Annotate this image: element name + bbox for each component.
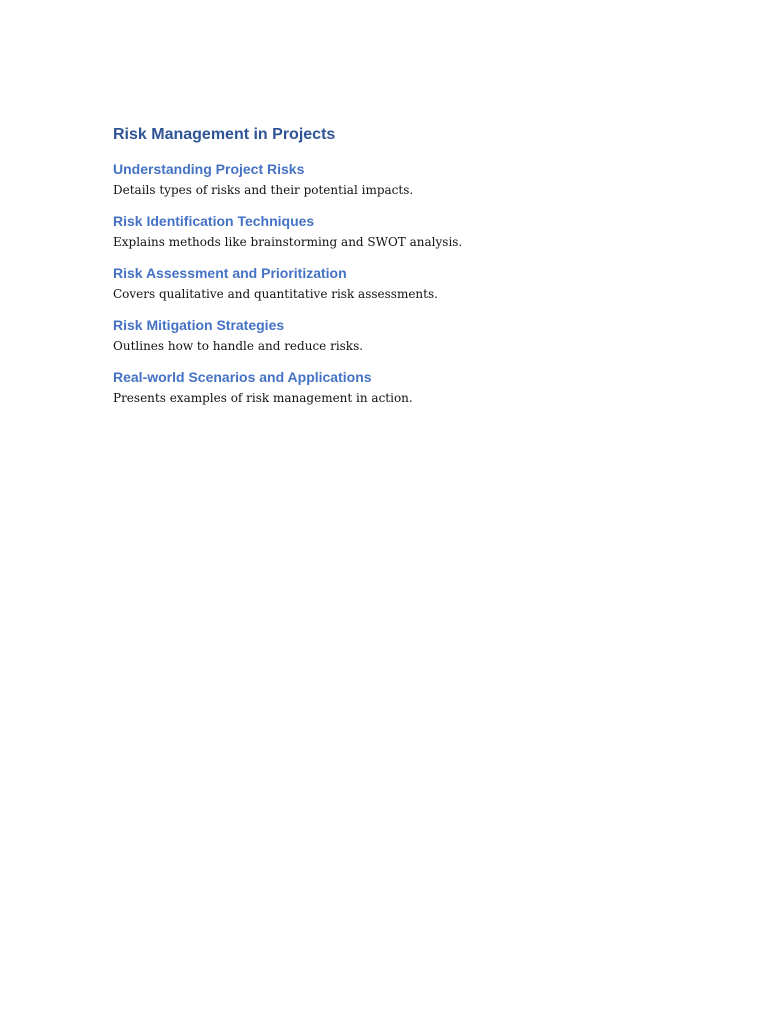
- section-risk-mitigation-strategies: [113, 316, 673, 355]
- section-heading: Risk Assessment and Prioritization: [113, 265, 347, 281]
- section-heading: Risk Identification Techniques: [113, 213, 315, 229]
- document-page: [113, 125, 673, 420]
- section-heading: Risk Mitigation Strategies: [113, 317, 285, 333]
- section-risk-identification-techniques: [113, 212, 673, 251]
- section-body: Covers qualitative and quantitative risk assessments.: [113, 287, 438, 301]
- section-body: Explains methods like brainstorming and SWOT analysis.: [113, 235, 463, 249]
- section-understanding-project-risks: [113, 160, 673, 199]
- section-body: Presents examples of risk management in action.: [113, 391, 413, 405]
- section-body: Outlines how to handle and reduce risks.: [113, 339, 364, 353]
- section-heading: Understanding Project Risks: [113, 161, 305, 177]
- section-heading: Real-world Scenarios and Applications: [113, 369, 372, 385]
- document-title: Risk Management in Projects: [113, 126, 336, 143]
- section-real-world-scenarios-and-applications: [113, 368, 673, 407]
- section-risk-assessment-and-prioritization: [113, 264, 673, 303]
- section-body: Details types of risks and their potential impacts.: [113, 183, 414, 197]
